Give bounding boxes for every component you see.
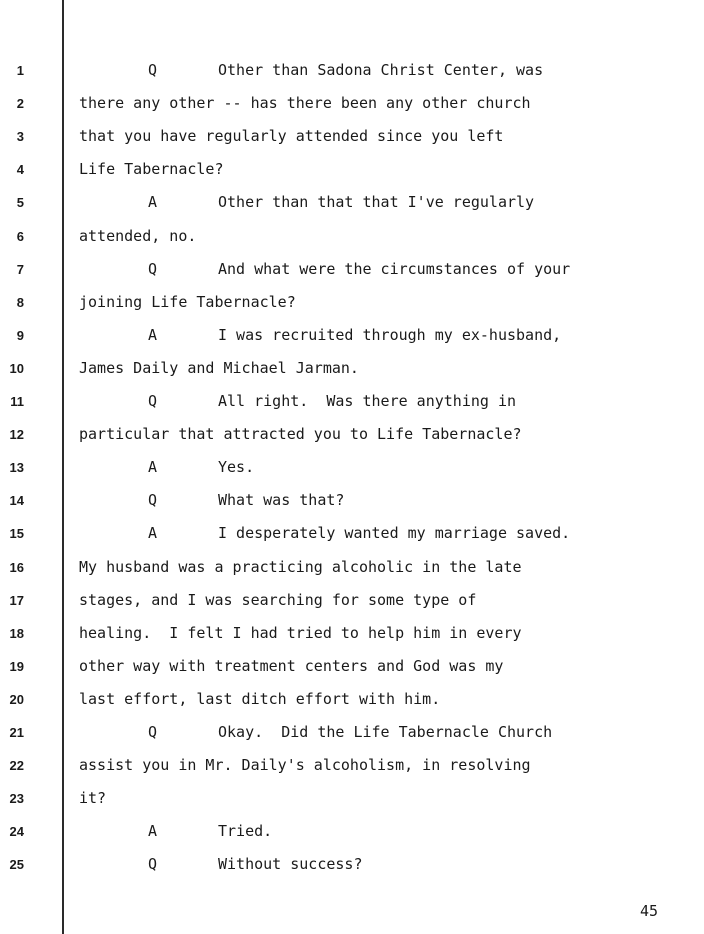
line-number: 4 [16,162,24,177]
line-number: 1 [16,63,24,78]
line-number: 6 [16,229,24,244]
line-number: 8 [16,295,24,310]
line-number: 7 [16,262,24,277]
line-number: 22 [9,758,24,773]
line-number: 19 [9,659,24,674]
line-number: 3 [16,129,24,144]
speaker-label: A [148,524,158,542]
line-number: 17 [9,593,24,608]
line-number: 11 [10,394,24,409]
transcript-line-text: I desperately wanted my marriage saved. [218,524,571,542]
line-number: 10 [9,361,24,376]
transcript-line-text: And what were the circumstances of your [218,260,571,278]
margin-rule [62,0,64,934]
transcript-line-text: My husband was a practicing alcoholic in the late [79,558,522,576]
transcript-line-text: healing. I felt I had tried to help him in every [79,624,522,642]
speaker-label: A [148,458,158,476]
transcript-line-text: James Daily and Michael Jarman. [79,359,359,377]
speaker-label: A [148,193,158,211]
transcript-line-text: other way with treatment centers and God was my [79,657,504,675]
line-number: 2 [16,96,24,111]
transcript-line-text: I was recruited through my ex-husband, [218,326,562,344]
transcript-line-text: Other than Sadona Christ Center, was [218,61,544,79]
transcript-line-text: Okay. Did the Life Tabernacle Church [218,723,553,741]
transcript-line-text: particular that attracted you to Life Tabernacle? [79,425,522,443]
page-number: 45 [640,902,659,920]
transcript-line-text: attended, no. [79,227,197,245]
speaker-label: Q [148,723,158,741]
line-number: 23 [9,791,24,806]
transcript-line-text: All right. Was there anything in [218,392,517,410]
speaker-label: Q [148,855,158,873]
transcript-line-text: What was that? [218,491,345,509]
line-number: 24 [9,824,24,839]
line-number: 15 [9,526,24,541]
transcript-line-text: that you have regularly attended since you left [79,127,504,145]
line-number: 25 [9,857,24,872]
speaker-label: A [148,822,158,840]
transcript-line-text: Other than that that I've regularly [218,193,535,211]
line-number: 18 [9,626,24,641]
transcript-line-text: there any other -- has there been any other church [79,94,531,112]
transcript-line-text: it? [79,789,107,807]
transcript-line-text: Without success? [218,855,363,873]
speaker-label: Q [148,61,158,79]
line-number: 5 [16,195,24,210]
transcript-line-text: last effort, last ditch effort with him. [79,690,441,708]
line-number: 16 [9,560,24,575]
transcript-line-text: stages, and I was searching for some type of [79,591,477,609]
line-number: 13 [9,460,24,475]
line-number: 21 [9,725,24,740]
speaker-label: Q [148,260,158,278]
speaker-label: Q [148,392,158,410]
transcript-line-text: joining Life Tabernacle? [79,293,296,311]
line-number: 12 [9,427,24,442]
speaker-label: Q [148,491,158,509]
line-number: 20 [9,692,24,707]
transcript-line-text: assist you in Mr. Daily's alcoholism, in resolving [79,756,531,774]
transcript-line-text: Life Tabernacle? [79,160,224,178]
line-number: 9 [16,328,24,343]
transcript-line-text: Tried. [218,822,273,840]
line-number: 14 [9,493,24,508]
transcript-line-text: Yes. [218,458,255,476]
speaker-label: A [148,326,158,344]
